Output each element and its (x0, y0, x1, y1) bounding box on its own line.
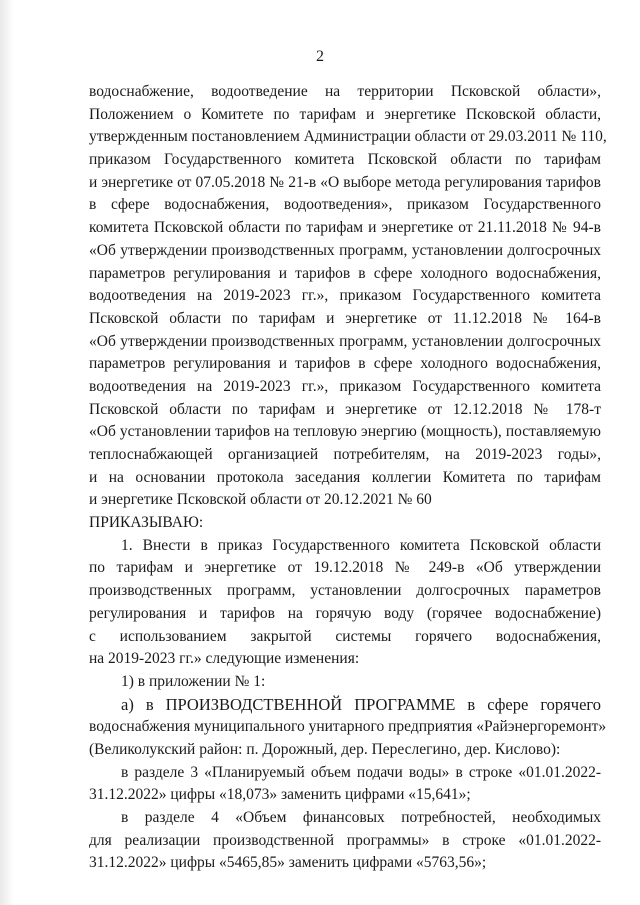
text-line: с использованием закрытой системы горячего водоснабжения, (89, 627, 601, 645)
text-line: «Об утверждении производственных программ, установлении долгосрочных (89, 241, 601, 259)
text-line: Псковской области по тарифам и энергетике от 12.12.2018 № 178-т (89, 400, 601, 418)
text-line: водоснабжения муниципального унитарного предприятия «Райэнергоремонт» (89, 718, 607, 736)
text-line: по тарифам и энергетике от 19.12.2018 № 249-в «Об утверждении (89, 559, 601, 577)
scan-edge-shadow (0, 0, 14, 905)
text-line: в разделе 4 «Объем финансовых потребностей, необходимых (121, 809, 601, 826)
text-line: (Великолукский район: п. Дорожный, дер. Переслегино, дер. Кислово): (89, 740, 561, 758)
text-line: регулирования и тарифов на горячую воду (горячее водоснабжение) (89, 604, 601, 622)
text-line: на 2019-2023 гг.» следующие изменения: (89, 650, 360, 668)
text-line: в сфере водоснабжения, водоотведения», приказом Государственного (89, 196, 601, 214)
text-line: параметров регулирования и тарифов в сфере холодного водоснабжения, (89, 264, 601, 282)
text-line: а) в ПРОИЗВОДСТВЕННОЙ ПРОГРАММЕ в сфере горячего (121, 694, 601, 714)
text-line: производственных программ, установлении долгосрочных параметров (89, 582, 601, 600)
text-line: водоснабжение, водоотведение на территории Псковской области», (89, 83, 601, 100)
text-line: 31.12.2022» цифры «18,073» заменить цифрами «15,641»; (89, 786, 471, 804)
text-line: и энергетике Псковской области от 20.12.2021 № 60 (89, 491, 432, 509)
text-line: и на основании протокола заседания коллегии Комитета по тарифам (89, 468, 601, 486)
text-line: для реализации производственной программы» в строке «01.01.2022- (89, 831, 601, 849)
text-line: «Об утверждении производственных программ, установлении долгосрочных (89, 332, 601, 350)
text-line: утвержденным постановлением Администрации области от 29.03.2011 № 110, (89, 128, 607, 146)
page-number: 2 (316, 48, 324, 65)
text-line: 1) в приложении № 1: (121, 672, 266, 690)
text-line: «Об установлении тарифов на тепловую энергию (мощность), поставляемую (89, 423, 601, 441)
text-line: теплоснабжающей организацией потребителям, на 2019-2023 годы», (89, 446, 601, 463)
text-line: параметров регулирования и тарифов в сфере холодного водоснабжения, (89, 355, 601, 373)
text-line: ПРИКАЗЫВАЮ: (89, 514, 204, 532)
text-line: приказом Государственного комитета Псковской области по тарифам (89, 151, 601, 169)
text-line: Положением о Комитете по тарифам и энергетике Псковской области, (89, 105, 601, 123)
text-line: в разделе 3 «Планируемый объем подачи воды» в строке «01.01.2022- (121, 763, 601, 781)
text-line: комитета Псковской области по тарифам и энергетике от 21.11.2018 № 94-в (89, 219, 601, 237)
document-body (89, 81, 607, 875)
text-line: и энергетике от 07.05.2018 № 21-в «О выборе метода регулирования тарифов (89, 173, 601, 191)
text-line: Псковской области по тарифам и энергетике от 11.12.2018 № 164-в (89, 309, 601, 327)
text-line: водоотведения на 2019-2023 гг.», приказом Государственного комитета (89, 287, 601, 305)
text-line: 31.12.2022» цифры «5465,85» заменить цифрами «5763,56»; (89, 854, 487, 872)
text-line: 1. Внести в приказ Государственного комитета Псковской области (121, 536, 601, 554)
text-line: водоотведения на 2019-2023 гг.», приказом Государственного комитета (89, 377, 601, 395)
